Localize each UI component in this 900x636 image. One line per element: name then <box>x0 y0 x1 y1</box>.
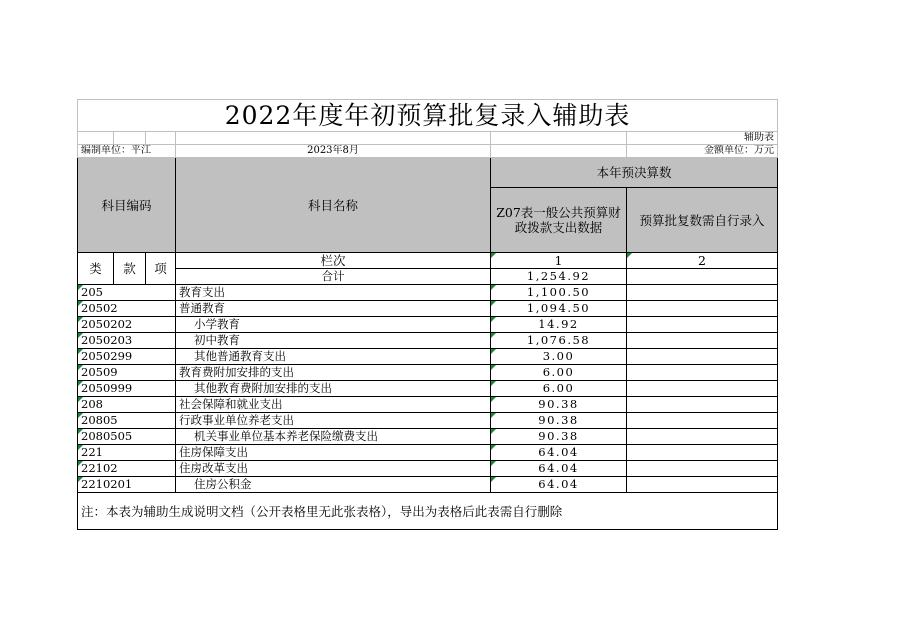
row-name: 行政事业单位养老支出 <box>176 413 491 429</box>
row-value: 1,076.58 <box>491 333 627 349</box>
row-value: 1,100.50 <box>491 285 627 301</box>
header-year-budget: 本年预决算数 <box>491 158 778 188</box>
row-code: 221 <box>78 445 176 461</box>
row-name: 普通教育 <box>176 301 491 317</box>
row-input[interactable] <box>627 461 778 477</box>
row-value: 90.38 <box>491 397 627 413</box>
table-row <box>78 397 778 413</box>
row-value: 64.04 <box>491 477 627 493</box>
row-code: 20502 <box>78 301 176 317</box>
header-xiang: 项 <box>146 253 176 285</box>
table-row <box>78 445 778 461</box>
row-name: 小学教育 <box>176 317 491 333</box>
row-code: 2050203 <box>78 333 176 349</box>
row-name: 教育支出 <box>176 285 491 301</box>
header-code: 科目编码 <box>78 158 176 253</box>
header-name: 科目名称 <box>176 158 491 253</box>
row-name: 其他普通教育支出 <box>176 349 491 365</box>
table-type-label: 辅助表 <box>627 132 778 145</box>
row-name: 社会保障和就业支出 <box>176 397 491 413</box>
header-col2: 预算批复数需自行录入 <box>627 188 778 253</box>
row-name: 住房保障支出 <box>176 445 491 461</box>
header-lei: 类 <box>78 253 114 285</box>
header-col1: Z07表一般公共预算财政拨款支出数据 <box>491 188 627 253</box>
row-input[interactable] <box>627 317 778 333</box>
table-row <box>78 285 778 301</box>
row-code: 20805 <box>78 413 176 429</box>
row-value: 1,094.50 <box>491 301 627 317</box>
row-input[interactable] <box>627 381 778 397</box>
row-value: 90.38 <box>491 429 627 445</box>
row-value: 6.00 <box>491 381 627 397</box>
row-code: 2080505 <box>78 429 176 445</box>
row-input[interactable] <box>627 349 778 365</box>
sheet-title: 2022年度年初预算批复录入辅助表 <box>78 100 778 132</box>
table-row <box>78 317 778 333</box>
row-value: 14.92 <box>491 317 627 333</box>
row-value: 3.00 <box>491 349 627 365</box>
table-row <box>78 349 778 365</box>
amount-unit: 金额单位：万元 <box>627 145 778 158</box>
row-code: 22102 <box>78 461 176 477</box>
row-code: 2210201 <box>78 477 176 493</box>
row-code: 2050299 <box>78 349 176 365</box>
row-value: 64.04 <box>491 445 627 461</box>
budget-sheet <box>77 99 777 530</box>
row-input[interactable] <box>627 397 778 413</box>
row-input[interactable] <box>627 429 778 445</box>
table-row <box>78 477 778 493</box>
row-name: 其他教育费附加安排的支出 <box>176 381 491 397</box>
row-value: 90.38 <box>491 413 627 429</box>
row-input[interactable] <box>627 445 778 461</box>
table-row <box>78 461 778 477</box>
row-code: 2050999 <box>78 381 176 397</box>
row-code: 2050202 <box>78 317 176 333</box>
row-code: 20509 <box>78 365 176 381</box>
row-name: 初中教育 <box>176 333 491 349</box>
header-lanci: 栏次 <box>176 253 491 269</box>
row-input[interactable] <box>627 477 778 493</box>
row-input[interactable] <box>627 413 778 429</box>
header-kuan: 款 <box>114 253 146 285</box>
header-n1: 1 <box>491 253 627 269</box>
table-row <box>78 365 778 381</box>
row-input[interactable] <box>627 333 778 349</box>
row-code: 208 <box>78 397 176 413</box>
table-row <box>78 413 778 429</box>
table-row <box>78 333 778 349</box>
table-row <box>78 381 778 397</box>
table-row <box>78 301 778 317</box>
row-code: 205 <box>78 285 176 301</box>
footnote: 注：本表为辅助生成说明文档（公开表格里无此张表格），导出为表格后此表需自行删除 <box>78 493 778 530</box>
row-input[interactable] <box>627 285 778 301</box>
total-input[interactable] <box>627 269 778 285</box>
total-value: 1,254.92 <box>491 269 627 285</box>
row-value: 6.00 <box>491 365 627 381</box>
table-row <box>78 429 778 445</box>
header-n2: 2 <box>627 253 778 269</box>
row-name: 教育费附加安排的支出 <box>176 365 491 381</box>
budget-table <box>77 99 778 530</box>
row-name: 机关事业单位基本养老保险缴费支出 <box>176 429 491 445</box>
total-label: 合计 <box>176 269 491 285</box>
row-name: 住房公积金 <box>176 477 491 493</box>
unit-label: 编制单位：平江 <box>78 145 176 158</box>
row-input[interactable] <box>627 365 778 381</box>
row-name: 住房改革支出 <box>176 461 491 477</box>
row-value: 64.04 <box>491 461 627 477</box>
row-input[interactable] <box>627 301 778 317</box>
report-date: 2023年8月 <box>176 145 491 158</box>
